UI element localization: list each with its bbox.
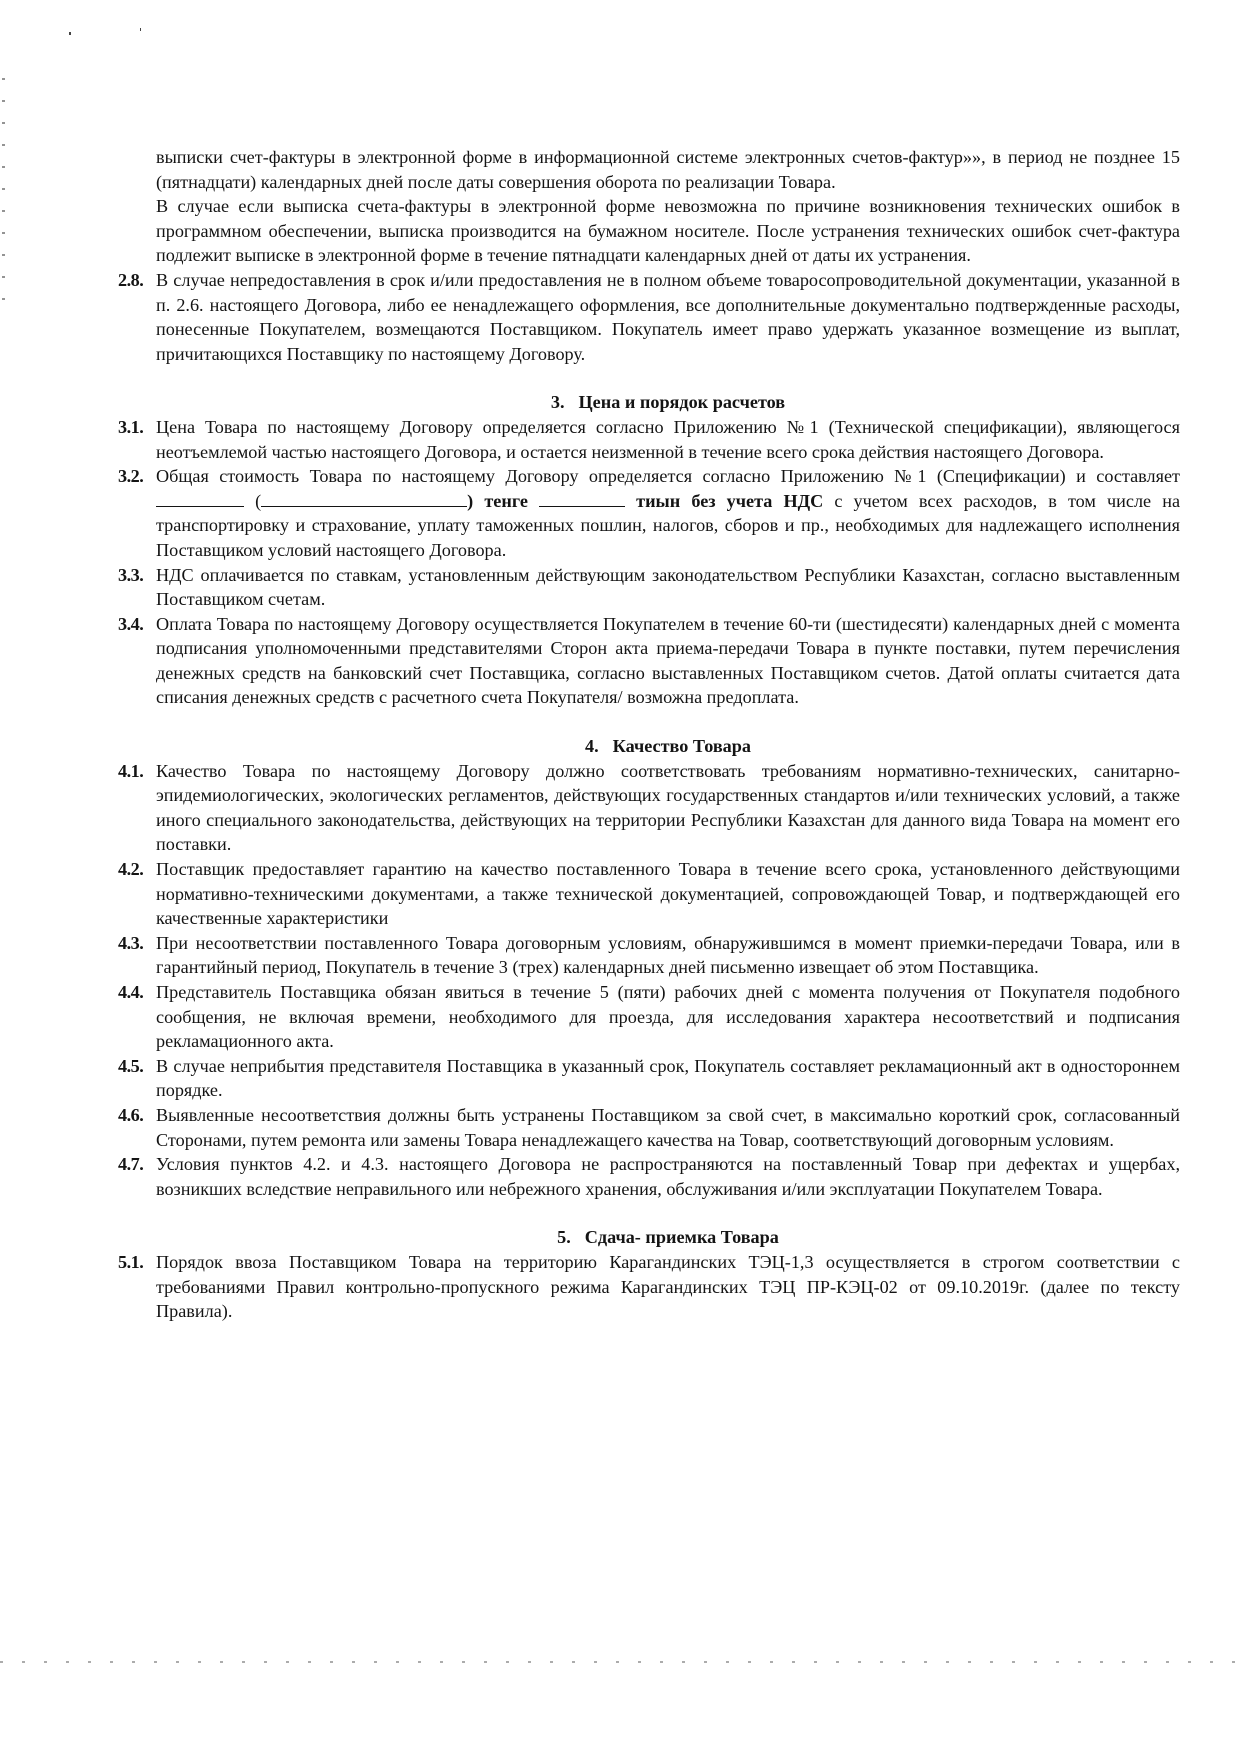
- clause-number: 5.1.: [118, 1251, 144, 1272]
- clause-2-8: [118, 268, 1180, 366]
- clause-text: Общая стоимость Товара по настоящему Договору определяется согласно Приложению №1 (Спецификации) и составляет: [156, 466, 1180, 487]
- section-3-heading: [118, 390, 1180, 415]
- scan-speck: [140, 28, 141, 31]
- intro-paragraph-1: выписки счет-фактуры в электронной форме в информационной системе электронных счетов-фактур»», в период не позднее 15 (пятнадцати) календарных дней после даты совершения оборота по реализации Товара.: [156, 147, 1180, 192]
- clause-text: В случае неприбытия представителя Поставщика в указанный срок, Покупатель составляет рекламационный акт в одностороннем порядке.: [156, 1055, 1180, 1101]
- clause-text: Качество Товара по настоящему Договору должно соответствовать требованиям нормативно-технических, санитарно-эпидемиологических, экологических регламентов, действующих государственных стандартов и/или технических условий, а также иного специального законодательства, действующих на территории Республики Казахстан для данного вида Товара на момент его поставки.: [156, 760, 1180, 855]
- clause-text: НДС оплачивается по ставкам, установленным действующим законодательством Республики Казахстан, согласно выставленным Поставщиком счетам.: [156, 564, 1180, 610]
- section-title: Сдача- приемка Товара: [584, 1227, 779, 1248]
- section-4-heading: [118, 734, 1180, 759]
- clause-number: 3.4.: [118, 613, 144, 634]
- clause-number: 3.3.: [118, 564, 144, 585]
- clause-number: 4.6.: [118, 1104, 144, 1125]
- clause-4-6: [118, 1103, 1180, 1152]
- clause-number: 3.1.: [118, 416, 144, 437]
- clause-3-1: [118, 415, 1180, 464]
- clause-text: Условия пунктов 4.2. и 4.3. настоящего Договора не распространяются на поставленный Товар при дефектах и ущербах, возникших вследствие неправильного или небрежного хранения, обслуживания и/или эксплуатации Покупателем Товара.: [156, 1154, 1180, 1199]
- section-title: Качество Товара: [612, 736, 751, 757]
- clause-text-continued: с учетом всех расходов, в том числе на транспортировку и страхование, уплату таможенных пошлин, налогов, сборов и пр., необходимых для надлежащего исполнения Поставщиком условий настоящего Договора.: [156, 490, 1181, 560]
- clause-number: 4.7.: [118, 1154, 144, 1175]
- section-number: 5.: [557, 1227, 571, 1248]
- intro-paragraph-2: В случае если выписка счета-фактуры в электронной форме невозможна по причине возникновения технических ошибок в программном обеспечении, выписка производится на бумажном носителе. После устранения технических ошибок счет-фактура подлежит выписке в электронной форме в течение пятнадцати календарных дней от даты их устранения.: [156, 196, 1180, 266]
- clause-3-3: [118, 563, 1180, 612]
- clause-4-3: [118, 931, 1180, 980]
- section-5-heading: [118, 1225, 1180, 1250]
- clause-number: 4.4.: [118, 982, 144, 1002]
- clause-4-7: [118, 1152, 1180, 1201]
- clause-3-4: [118, 612, 1180, 710]
- amount-words-blank-field[interactable]: [261, 490, 467, 507]
- section-number: 4.: [585, 736, 599, 757]
- clause-4-2: [118, 857, 1180, 931]
- clause-number: 4.1.: [118, 760, 144, 781]
- paren-open: (: [255, 490, 262, 511]
- scan-speck: [69, 32, 71, 35]
- section-title: Цена и порядок расчетов: [578, 392, 786, 413]
- clause-text: Представитель Поставщика обязан явиться в течение 5 (пяти) рабочих дней с момента получения от Покупателя подобного сообщения, не включая времени, необходимого для проезда, для исследования характера несоответствий и подписания рекламационного акта.: [156, 982, 1180, 1052]
- clause-text: Цена Товара по настоящему Договору определяется согласно Приложению №1 (Технической спецификации), являющегося неотъемлемой частью настоящего Договора, и остается неизменной в течение всего срока действия настоящего Договора.: [156, 416, 1180, 462]
- amount-blank-field[interactable]: [156, 490, 244, 507]
- clause-4-5: [118, 1054, 1180, 1103]
- clause-text: В случае непредоставления в срок и/или предоставления не в полном объеме товаросопроводительной документации, указанной в п. 2.6. настоящего Договора, либо ее ненадлежащего оформления, все дополнительные документально подтвержденные расходы, понесенные Покупателем, возмещаются Поставщиком. Покупатель имеет право удержать указанное возмещение из выплат, причитающихся Поставщику по настоящему Договору.: [156, 269, 1180, 364]
- clause-text: При несоответствии поставленного Товара договорным условиям, обнаружившимся в момент приемки-передачи Товара, или в гарантийный период, Покупатель в течение 3 (трех) календарных дней письменно извещает об этом Поставщика.: [156, 932, 1180, 978]
- clause-text: Порядок ввоза Поставщиком Товара на территорию Карагандинских ТЭЦ-1,3 осуществляется в строгом соответствии с требованиями Правил контрольно-пропускного режима Карагандинских ТЭЦ ПР-КЭЦ-02 от 09.10.2019г. (далее по тексту Правила).: [156, 1251, 1180, 1322]
- clause-text: Выявленные несоответствия должны быть устранены Поставщиком за свой счет, в максимально короткий срок, согласованный Сторонами, путем ремонта или замены Товара ненадлежащего качества на Товар, соответствующий договорным условиям.: [156, 1104, 1180, 1150]
- clause-number: 4.2.: [118, 859, 144, 880]
- clause-text: Поставщик предоставляет гарантию на качество поставленного Товара в течение всего срока, установленного действующими нормативно-техническими документами, а также технической документацией, сопровождающей Товар, и подтверждающей его качественные характеристики: [156, 859, 1180, 929]
- clause-5-1: [118, 1250, 1180, 1324]
- clause-number: 4.3.: [118, 932, 144, 953]
- clause-4-1: [118, 759, 1180, 857]
- vat-exclusion-label: тиын без учета НДС: [636, 490, 824, 511]
- currency-label: ) тенге: [467, 490, 528, 511]
- clause-number: 2.8.: [118, 269, 144, 290]
- clause-3-2: [118, 464, 1180, 562]
- clause-text: Оплата Товара по настоящему Договору осуществляется Покупателем в течение 60-ти (шестидесяти) календарных дней с момента подписания уполномоченными представителями Сторон акта приема-передачи Товара в пункте поставки, путем перечисления денежных средств на банковский счет Поставщика, согласно выставленных Поставщиком счетов. Датой оплаты считается дата списания денежных средств с расчетного счета Покупателя/ возможна предоплата.: [156, 613, 1180, 708]
- clause-number: 3.2.: [118, 466, 144, 487]
- document-body: [118, 145, 1180, 1324]
- scan-edge-marks: [2, 78, 5, 318]
- clause-number: 4.5.: [118, 1055, 144, 1076]
- section-number: 3.: [550, 392, 565, 413]
- tiyn-blank-field[interactable]: [539, 490, 625, 507]
- clause-4-4: [118, 980, 1180, 1054]
- scan-dotted-rule: [0, 1661, 1240, 1663]
